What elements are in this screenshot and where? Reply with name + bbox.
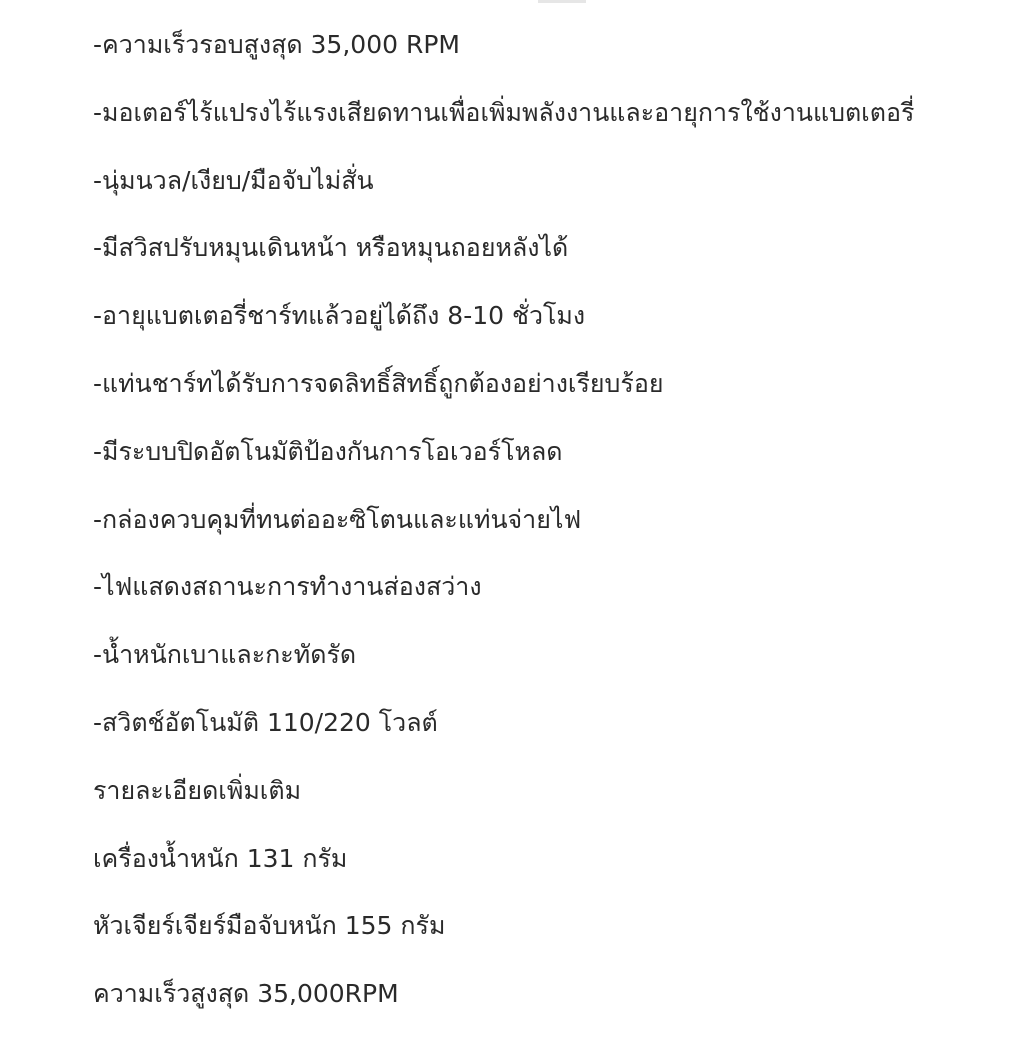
detail-line: เครื่องน้ำหนัก 131 กรัม [93,843,348,873]
spec-line: -มีสวิสปรับหมุนเดินหน้า หรือหมุนถอยหลังได้ [93,233,569,263]
spec-line: -มีระบบปิดอัตโนมัติป้องกันการโอเวอร์โหลด [93,436,563,466]
spec-line: -มอเตอร์ไร้แปรงไร้แรงเสียดทานเพื่อเพิ่มพลังงานและอายุการใช้งานแบตเตอรี่ [93,97,915,127]
detail-line: ความเร็วสูงสุด 35,000RPM [93,979,399,1009]
spec-line: -แท่นชาร์ทได้รับการจดลิทธิ์สิทธิ์ถูกต้องอย่างเรียบร้อย [93,368,664,398]
spec-line: -ไฟแสดงสถานะการทำงานส่องสว่าง [93,572,482,602]
spec-line: -สวิตช์อัตโนมัติ 110/220 โวลต์ [93,707,438,737]
spec-line: -น้ำหนักเบาและกะทัดรัด [93,640,357,670]
top-divider [538,0,586,3]
spec-line: -นุ่มนวล/เงียบ/มือจับไม่สั่น [93,165,374,195]
details-heading: รายละเอียดเพิ่มเติม [93,775,302,805]
detail-line: หัวเจียร์เจียร์มือจับหนัก 155 กรัม [93,911,446,941]
spec-line: -อายุแบตเตอรี่ชาร์ทแล้วอยู่ได้ถึง 8-10 ชั่วโมง [93,301,586,331]
spec-list [93,26,914,1043]
spec-line: -ความเร็วรอบสูงสุด 35,000 RPM [93,30,460,59]
spec-line: -กล่องควบคุมที่ทนต่ออะซิโตนและแท่นจ่ายไฟ [93,504,582,534]
